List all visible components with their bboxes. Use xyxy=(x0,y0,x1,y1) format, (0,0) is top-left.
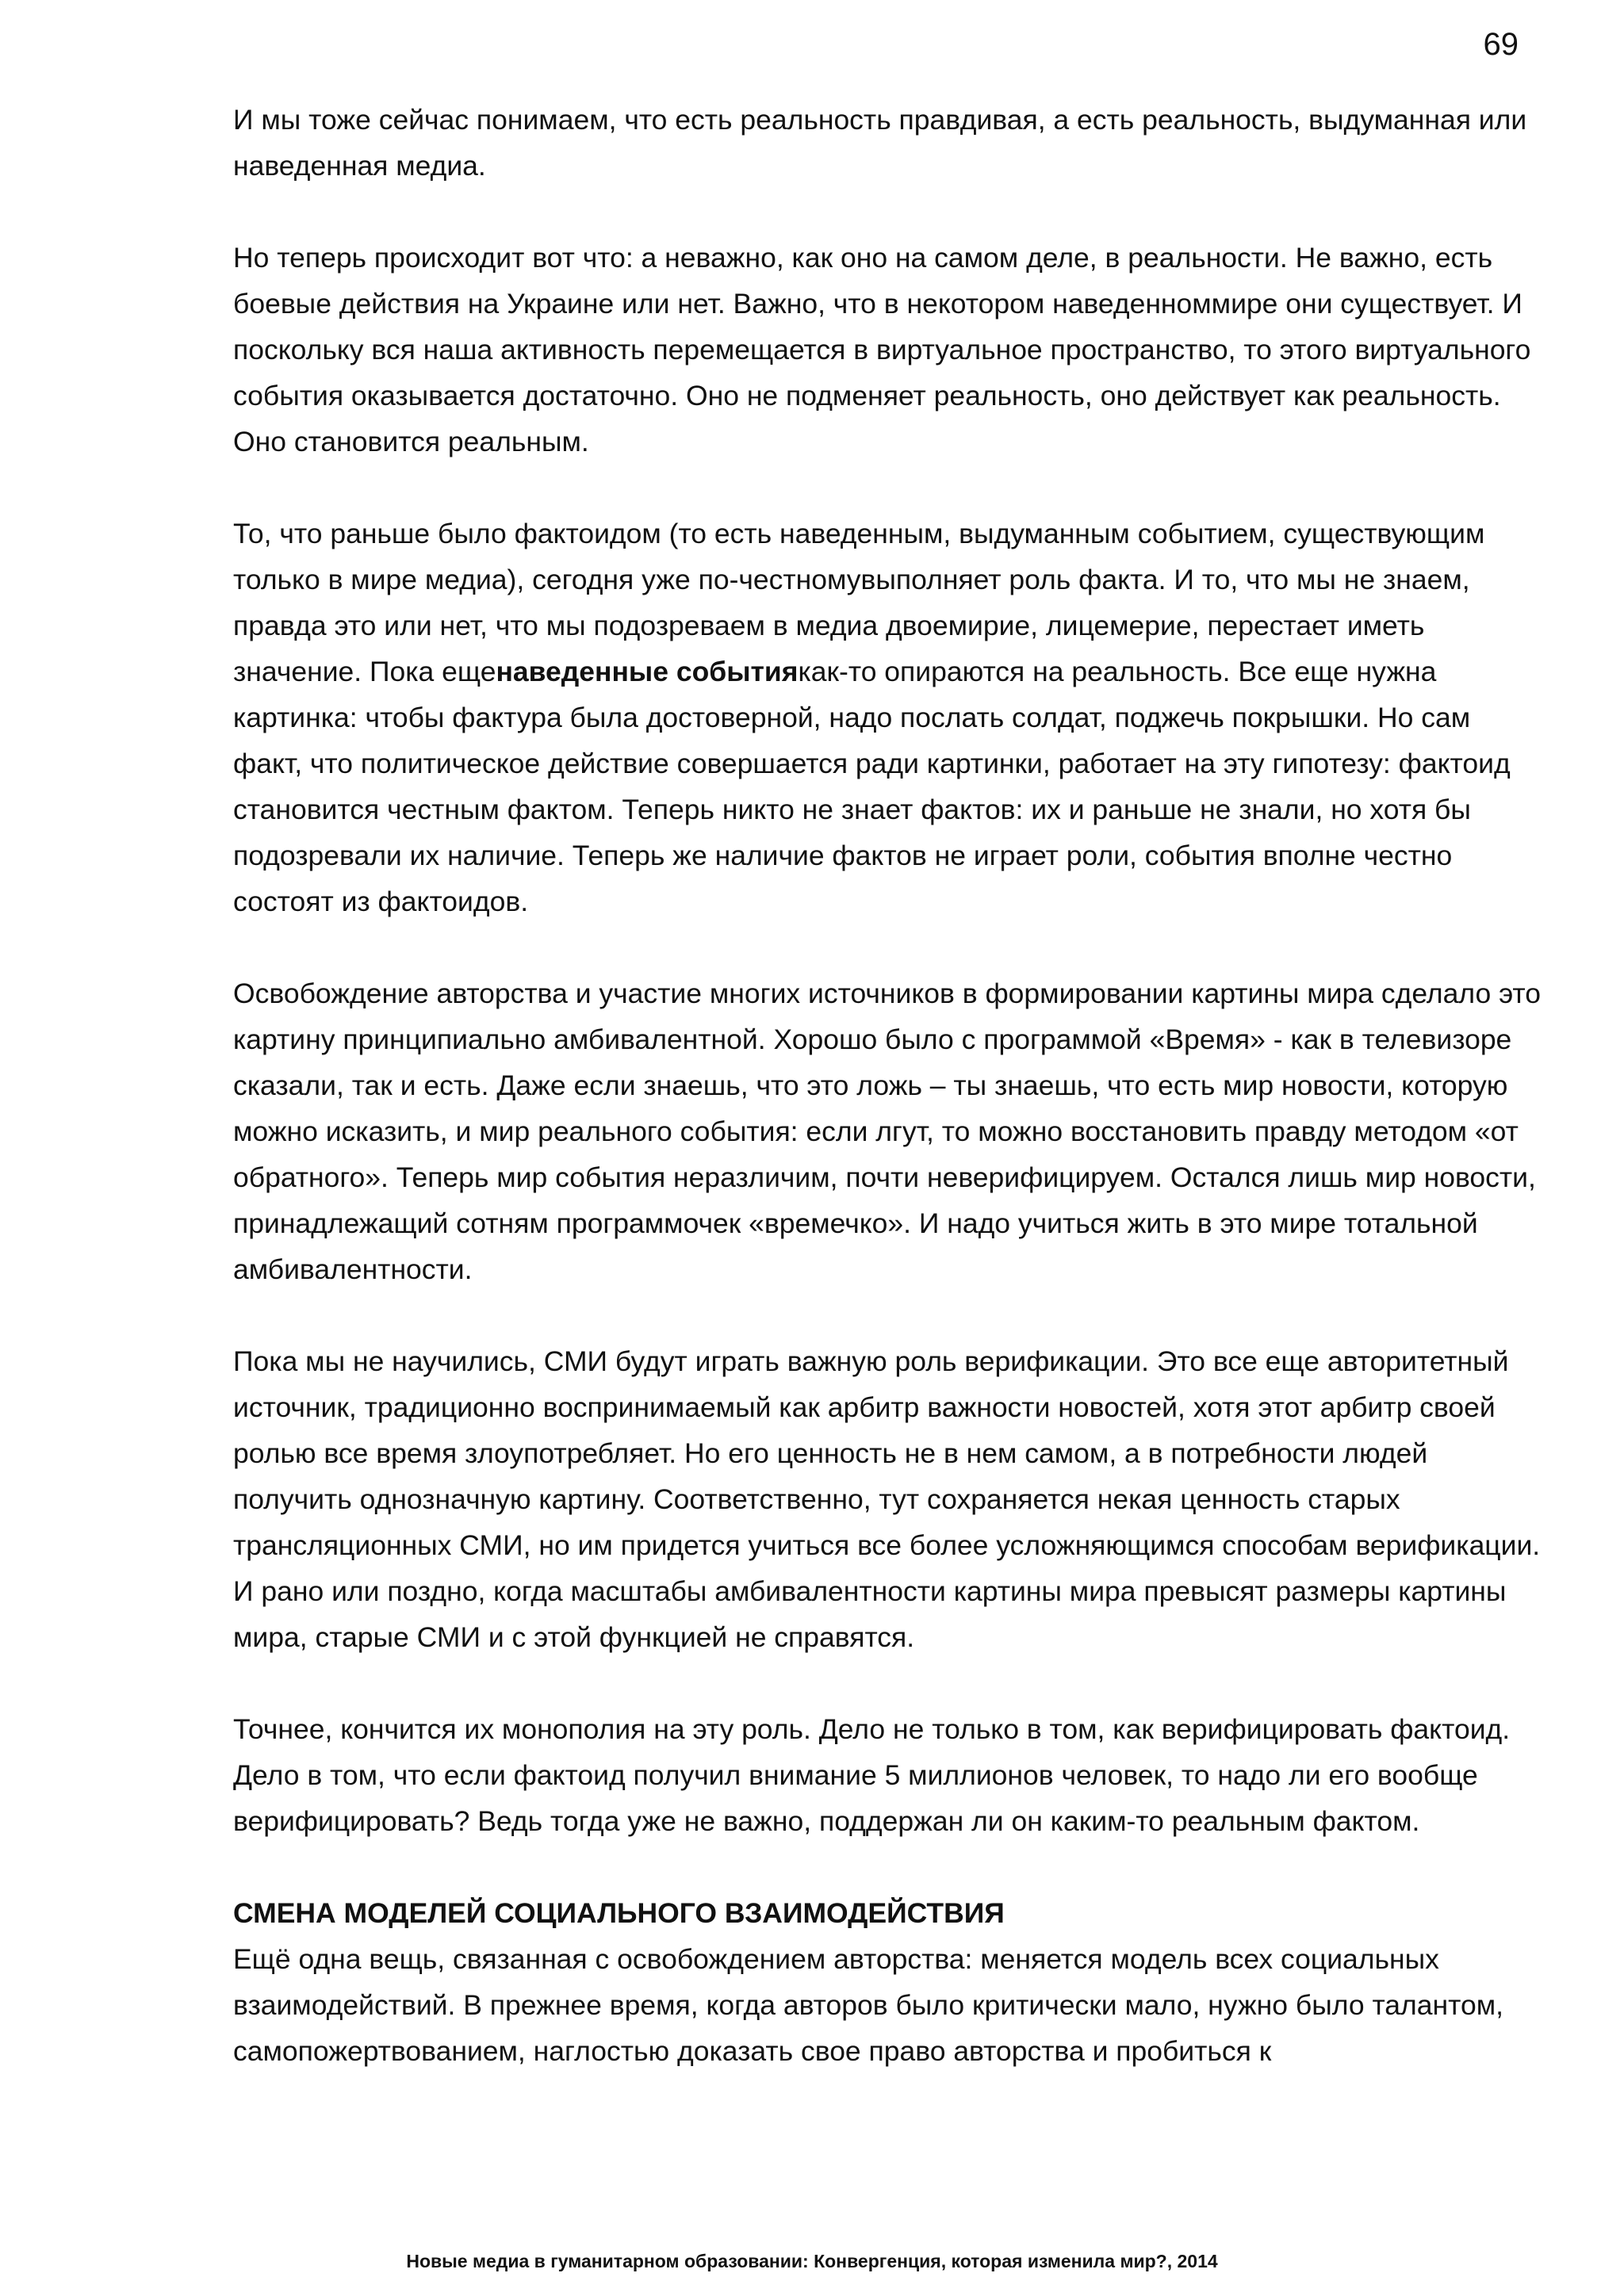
page-number: 69 xyxy=(1483,27,1519,62)
page-footer: Новые медиа в гуманитарном образовании: Конвергенция, которая изменила мир?, 2014 xyxy=(406,2251,1218,2271)
paragraph xyxy=(233,511,1542,924)
paragraph: Точнее, кончится их монополия на эту роль. Дело не только в том, как верифицировать фактоид. Дело в том, что если фактоид получил внимание 5 миллионов человек, то надо ли его вообще верифицировать? Ведь тогда уже не важно, поддержан ли он каким-то реальным фактом. xyxy=(233,1713,1511,1837)
page-body xyxy=(233,97,1542,2074)
paragraph: Ещё одна вещь, связанная с освобождением авторства: меняется модель всех социальных взаимодействий. В прежнее время, когда авторов было критически мало, нужно было талантом, самопожертвованием, наглостью доказать свое право авторства и пробиться к xyxy=(233,1943,1503,2067)
paragraph: Освобождение авторства и участие многих источников в формировании картины мира сделало это картину принципиально амбивалентной. Хорошо было с программой «Время» - как в телевизоре сказали, так и есть. Даже если знаешь, что это ложь – ты знаешь, что есть мир новости, которую можно исказить, и мир реального события: если лгут, то можно восстановить правду методом «от обратного». Теперь мир события неразличим, почти неверифицируем. Остался лишь мир новости, принадлежащий сотням программочек «времечко». И надо учиться жить в это мире тотальной амбивалентности. xyxy=(233,978,1542,1285)
paragraph: И мы тоже сейчас понимаем, что есть реальность правдивая, а есть реальность, выдуманная или наведенная медиа. xyxy=(233,104,1527,182)
paragraph: Но теперь происходит вот что: а неважно, как оно на самом деле, в реальности. Не важно, есть боевые действия на Украине или нет. Важно, что в некотором наведенноммире они существует. И поскольку вся наша активность перемещается в виртуальное пространство, то этого виртуального события оказывается достаточно. Оно не подменяет реальность, оно действует как реальность. Оно становится реальным. xyxy=(233,242,1531,457)
section-heading: СМЕНА МОДЕЛЕЙ СОЦИАЛЬНОГО ВЗАИМОДЕЙСТВИЯ xyxy=(233,1897,1005,1929)
bold-term: наведенные события xyxy=(496,656,799,687)
paragraph-segment: То, что раньше было фактоидом (то есть наведенным, выдуманным событием, существующим только в мире медиа), сегодня уже по-честномувыполняет роль факта. И то, что мы не знаем, правда это или нет, что мы подозреваем в медиа двоемирие, лицемерие, перестает иметь значение. Пока еще xyxy=(233,518,1485,687)
paragraph: Пока мы не научились, СМИ будут играть важную роль верификации. Это все еще авторитетный источник, традиционно воспринимаемый как арбитр важности новостей, хотя этот арбитр своей ролью все время злоупотребляет. Но его ценность не в нем самом, а в потребности людей получить однозначную картину. Соответственно, тут сохраняется некая ценность старых трансляционных СМИ, но им придется учиться все более усложняющимся способам верификации. И рано или поздно, когда масштабы амбивалентности картины мира превысят размеры картины мира, старые СМИ и с этой функцией не справятся. xyxy=(233,1345,1541,1653)
paragraph-segment: как-то опираются на реальность. Все еще нужна картинка: чтобы фактура была достоверной, надо послать солдат, поджечь покрышки. Но сам факт, что политическое действие совершается ради картинки, работает на эту гипотезу: фактоид становится честным фактом. Теперь никто не знает фактов: их и раньше не знали, но хотя бы подозревали их наличие. Теперь же наличие фактов не играет роли, события вполне честно состоят из фактоидов. xyxy=(233,656,1511,917)
